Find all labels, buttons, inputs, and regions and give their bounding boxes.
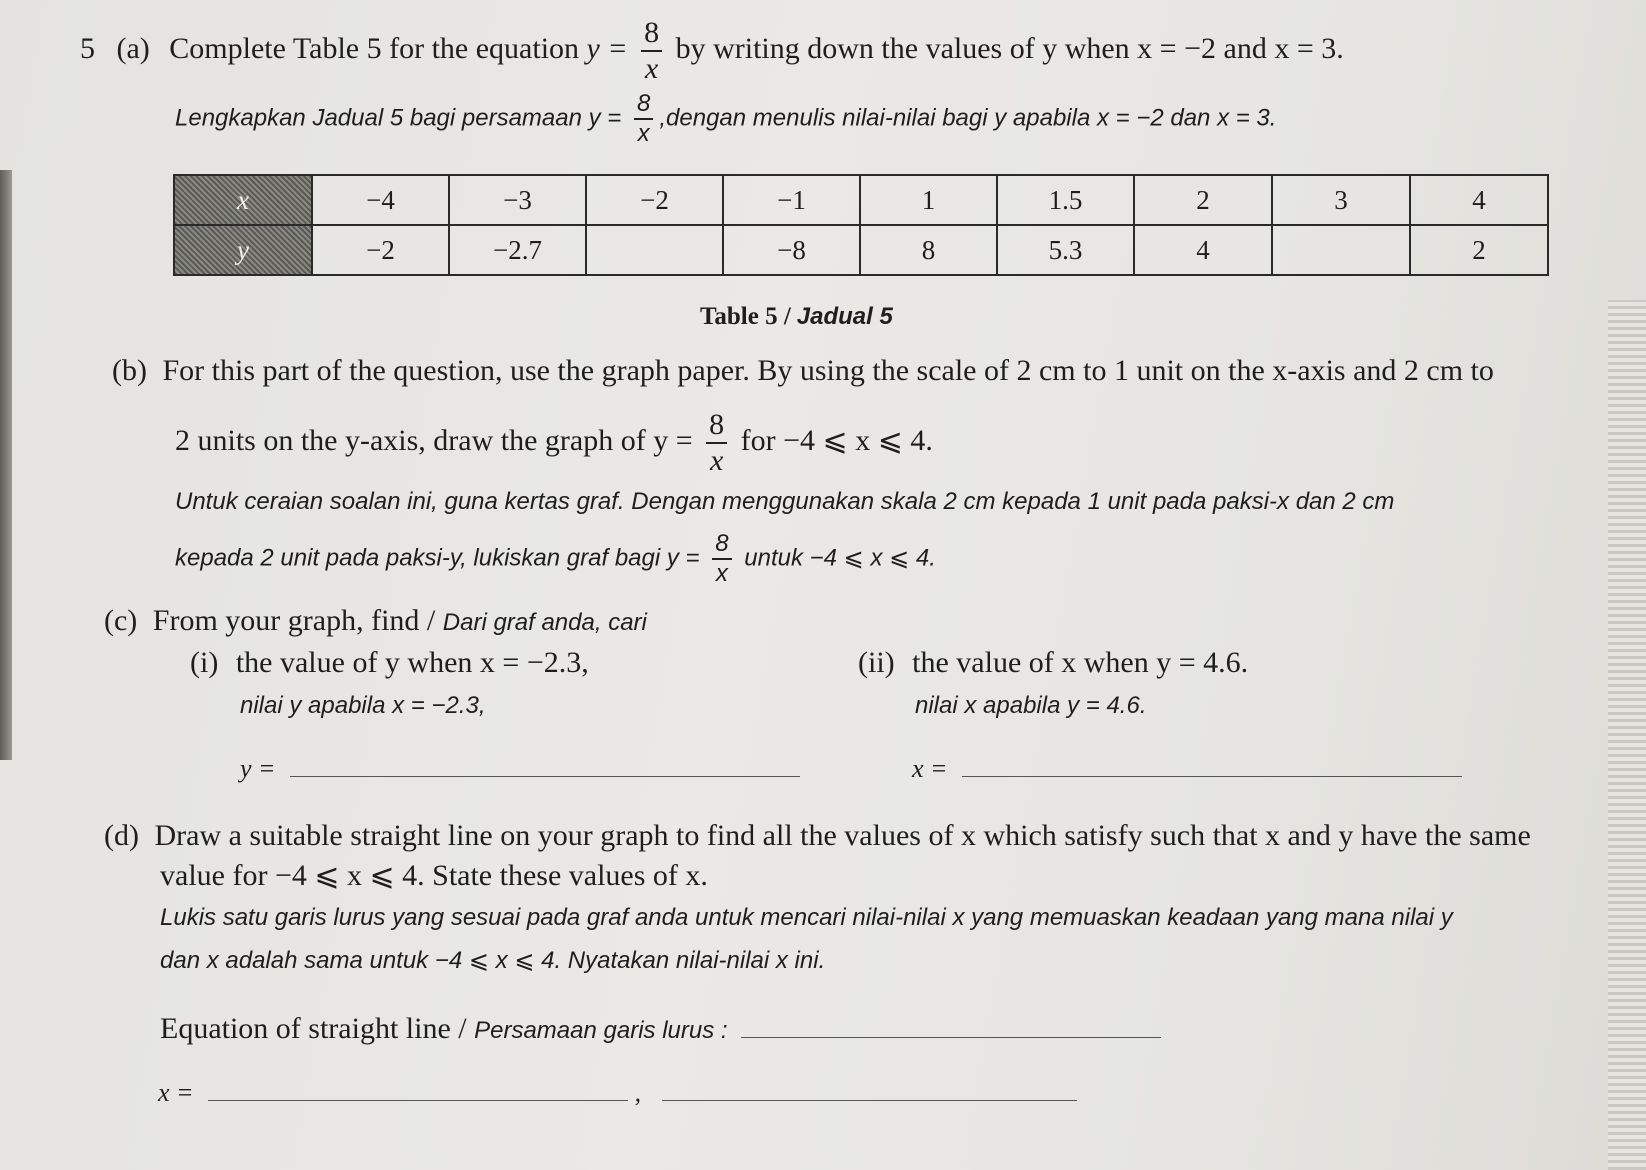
table-cell-x: −1 [723,175,860,225]
question-5c-ii-malay: nilai x apabila y = 4.6. [915,692,1147,719]
frac-denominator: x [644,52,659,85]
q5a-malay-before: Lengkapkan Jadual 5 bagi persamaan [175,104,582,132]
answer-ii-row [912,754,1462,784]
x-values-row [158,1078,1077,1108]
answer-i-label: y = [240,754,276,783]
fraction-8-over-x-malay [634,92,653,146]
part-label-c: (c) [104,604,138,637]
frac-numerator: 8 [706,410,727,444]
table-cell-y: −8 [723,225,860,275]
table-5 [173,174,1549,276]
question-5b-english-line2 [175,410,933,476]
x-values-label: x = [158,1078,194,1107]
question-5d-malay-line2: dan x adalah sama untuk −4 ⩽ x ⩽ 4. Nyatakan nilai-nilai x ini. [160,947,826,974]
fraction-8-over-x [641,18,662,84]
table-row-y [174,225,1548,275]
equation-lhs-malay: y = [588,104,622,132]
frac-numerator: 8 [641,18,662,52]
part-label-b: (b) [112,354,147,387]
table-cell-x: 3 [1272,175,1410,225]
question-5d-english-line2: value for −4 ⩽ x ⩽ 4. State these values of x. [160,859,708,892]
question-5b-english-line1 [112,354,1494,388]
table-cell-y-blank[interactable] [586,225,723,275]
x-value-blank-1[interactable] [208,1100,628,1101]
subpart-i-label: (i) [190,646,219,679]
q5d-line1: Draw a suitable straight line on your graph to find all the values of x which satisfy such that x and y have the same [154,819,1531,852]
question-number: 5 [80,31,95,65]
q5b-line2-after: for −4 ⩽ x ⩽ 4. [740,423,933,457]
frac-numerator: 8 [712,532,731,560]
straight-line-equation-row [160,1012,1161,1046]
caption-english: Table 5 / [700,303,791,330]
caption-malay: Jadual 5 [796,303,893,330]
table-cell-y: 4 [1134,225,1272,275]
table-row-x [174,175,1548,225]
question-5c-i [190,646,589,680]
table-cell-y: 5.3 [997,225,1134,275]
table-header-y: y [174,225,312,275]
question-5a-malay [175,92,1276,146]
q5b-malay-line2-before: kepada 2 unit pada paksi-y, lukiskan graf bagi y = [175,544,700,572]
part-label-d: (d) [104,819,139,852]
question-5c-i-malay: nilai y apabila x = −2.3, [240,692,486,719]
table-cell-x: −3 [449,175,586,225]
question-5b-malay-line1: Untuk ceraian soalan ini, guna kertas graf. Dengan menggunakan skala 2 cm kepada 1 unit pada paksi-x dan 2 cm [175,488,1395,515]
answer-ii-label: x = [912,754,948,783]
table-cell-x: −2 [586,175,723,225]
question-5c-ii [858,646,1248,680]
table-cell-y-blank[interactable] [1272,225,1410,275]
question-5d-english-line1 [104,819,1531,853]
q5b-malay-line2-after: untuk −4 ⩽ x ⩽ 4. [744,544,936,572]
frac-numerator: 8 [634,92,653,120]
x-value-blank-2[interactable] [662,1100,1077,1101]
page-edge-shadow [0,170,12,760]
binding-strip [1608,300,1646,1170]
subpart-ii-text: the value of x when y = 4.6. [912,646,1249,679]
fraction-8-over-x-b-malay [712,532,731,586]
table-cell-x: −4 [312,175,449,225]
table-header-x: x [174,175,312,225]
frac-denominator: x [709,444,724,477]
answer-ii-blank[interactable] [962,776,1462,777]
table-cell-y: −2 [312,225,449,275]
frac-denominator: x [715,560,728,587]
table-caption [700,303,893,331]
q5a-text-before: Complete Table 5 for the equation [169,31,580,65]
equation-lhs: y = [586,31,628,65]
table-cell-x: 1 [860,175,997,225]
part-label-a: (a) [116,31,150,65]
table-cell-y: −2.7 [449,225,586,275]
frac-denominator: x [637,120,650,147]
equation-answer-blank[interactable] [741,1037,1161,1038]
q5a-malay-after: ,dengan menulis nilai-nilai bagi y apabila x = −2 dan x = 3. [659,104,1277,132]
question-5d-malay-line1: Lukis satu garis lurus yang sesuai pada graf anda untuk mencari nilai-nilai x yang memuaskan keadaan yang mana nilai y [160,904,1453,931]
table-cell-x: 2 [1134,175,1272,225]
subpart-i-text: the value of y when x = −2.3, [235,646,589,679]
q5b-line1: For this part of the question, use the graph paper. By using the scale of 2 cm to 1 unit on the x-axis and 2 cm to [162,354,1494,387]
table-cell-x: 1.5 [997,175,1134,225]
fraction-8-over-x-b [706,410,727,476]
table-cell-y: 8 [860,225,997,275]
question-5a-english [80,18,1344,84]
table-cell-x: 4 [1410,175,1548,225]
q5b-line2-before: 2 units on the y-axis, draw the graph of y = [175,423,693,457]
q5a-text-after: by writing down the values of y when x = −2 and x = 3. [675,31,1344,65]
answer-i-row [240,754,800,784]
question-5b-malay-line2 [175,532,936,586]
table-cell-y: 2 [1410,225,1548,275]
equation-label-malay: Persamaan garis lurus : [474,1017,728,1044]
answer-i-blank[interactable] [290,776,800,777]
equation-label-english: Equation of straight line / [160,1012,467,1045]
question-5c-heading [104,604,647,638]
subpart-ii-label: (ii) [858,646,895,679]
comma-separator: , [634,1078,642,1107]
q5c-english: From your graph, find / [152,604,436,637]
q5c-malay: Dari graf anda, cari [442,609,647,636]
